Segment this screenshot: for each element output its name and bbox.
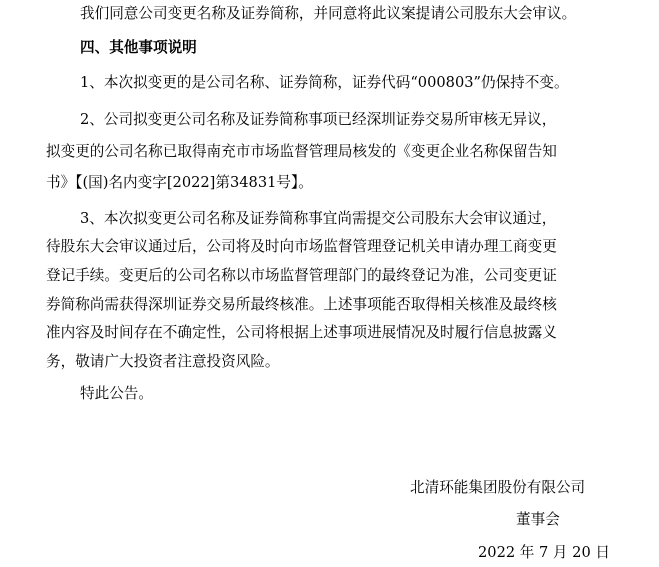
- item-2-line-3: 书》【(国)名内变字[2022]第34831号】。: [46, 174, 313, 191]
- item-3-line-3: 登记手续。变更后的公司名称以市场监督管理部门的最终登记为准，公司变更证: [46, 267, 557, 284]
- item-3-line-1: 3、本次拟变更公司名称及证券简称事宜尚需提交公司股东大会审议通过，: [80, 210, 557, 227]
- intro-line: 我们同意公司变更名称及证券简称，并同意将此议案提请公司股东大会审议。: [80, 5, 577, 22]
- section-heading: 四、其他事项说明: [80, 39, 197, 56]
- signature-board: 董事会: [516, 511, 560, 528]
- item-3-line-5: 准内容及时间存在不确定性，公司将根据上述事项进展情况及时履行信息披露义: [46, 324, 557, 341]
- item-1: 1、本次拟变更的是公司名称、证券简称，证券代码“000803”仍保持不变。: [80, 74, 569, 91]
- signature-date: 2022 年 7 月 20 日: [478, 544, 610, 561]
- item-3-line-4: 券简称尚需获得深圳证券交易所最终核准。上述事项能否取得相关核准及最终核: [46, 296, 557, 313]
- item-2-line-1: 2、公司拟变更公司名称及证券简称事项已经深圳证券交易所审核无异议，: [80, 111, 557, 128]
- item-2-line-2: 拟变更的公司名称已取得南充市市场监督管理局核发的《变更企业名称保留告知: [46, 143, 557, 160]
- item-3-line-2: 待股东大会审议通过后，公司将及时向市场监督管理登记机关申请办理工商变更: [46, 238, 557, 255]
- closing-line: 特此公告。: [80, 385, 153, 402]
- signature-company: 北清环能集团股份有限公司: [410, 479, 586, 496]
- item-3-line-6: 务，敬请广大投资者注意投资风险。: [46, 353, 280, 370]
